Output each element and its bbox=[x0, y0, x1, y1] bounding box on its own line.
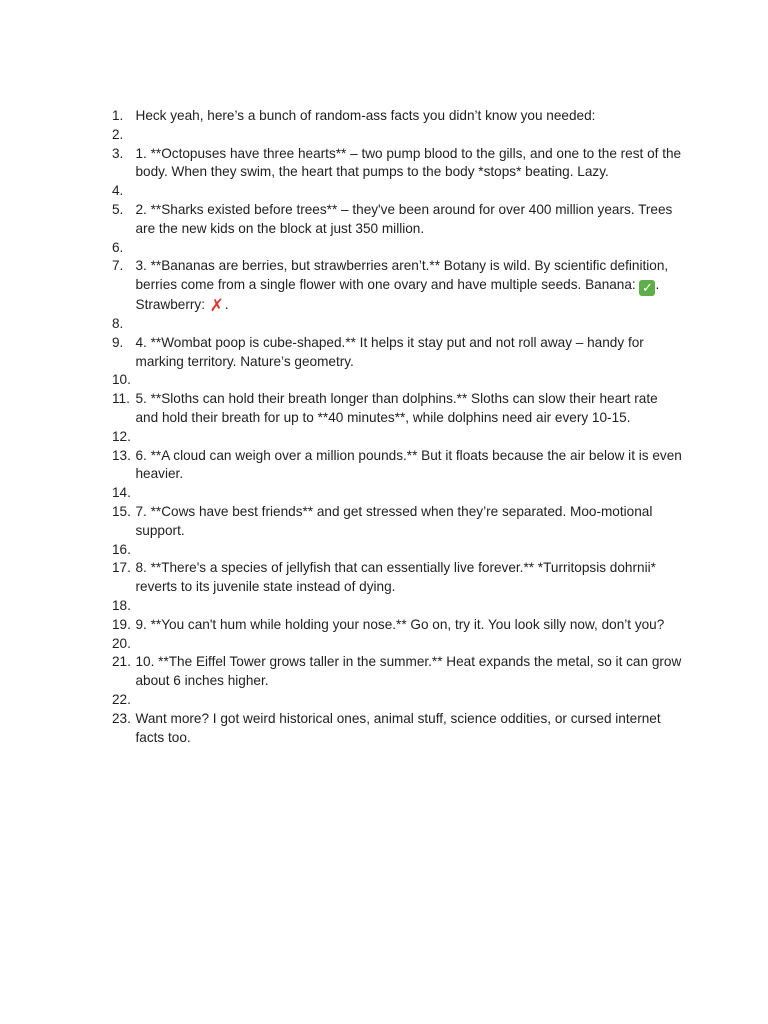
list-text-part: 3. **Bananas are berries, but strawberries aren’t.** Botany is wild. By scientific definition, berries come from a single flower with one ovary and have multiple seeds. Banana: bbox=[135, 258, 669, 293]
list-item bbox=[112, 447, 682, 485]
list-text bbox=[136, 428, 683, 447]
list-number: 15. bbox=[112, 503, 131, 519]
list-item bbox=[112, 484, 682, 503]
list-number: 21. bbox=[112, 654, 131, 670]
list-item bbox=[112, 371, 682, 390]
list-text bbox=[136, 597, 683, 616]
list-number: 9. bbox=[112, 334, 124, 350]
list-text: Want more? I got weird historical ones, animal stuff, science oddities, or cursed internet facts too. bbox=[135, 710, 661, 745]
list-text: 7. **Cows have best friends** and get stressed when they’re separated. Moo-motional support. bbox=[135, 503, 653, 538]
list-text-part: . bbox=[224, 297, 229, 313]
list-item bbox=[112, 616, 682, 635]
list-item bbox=[112, 691, 682, 710]
list-text bbox=[136, 257, 683, 315]
list-number: 4. bbox=[112, 183, 124, 199]
list-number: 11. bbox=[112, 391, 130, 407]
list-item bbox=[112, 503, 682, 541]
list-text bbox=[136, 315, 683, 334]
list-item bbox=[112, 257, 682, 315]
cross-mark-icon: ✗ bbox=[209, 296, 224, 316]
list-text: 10. **The Eiffel Tower grows taller in the summer.** Heat expands the metal, so it can grow about 6 inches higher. bbox=[135, 654, 682, 689]
list-text bbox=[136, 126, 683, 145]
list-item bbox=[112, 107, 682, 126]
list-number: 14. bbox=[112, 485, 131, 501]
list-item bbox=[112, 428, 682, 447]
list-item bbox=[112, 541, 682, 560]
list-item bbox=[112, 653, 682, 691]
numbered-list bbox=[112, 107, 682, 747]
list-text: 8. **There's a species of jellyfish that can essentially live forever.** *Turritopsis dohrnii* reverts to its juvenile state instead of dying. bbox=[135, 560, 656, 595]
list-item bbox=[112, 315, 682, 334]
list-text: 9. **You can't hum while holding your nose.** Go on, try it. You look silly now, don’t you? bbox=[135, 616, 665, 632]
list-number: 5. bbox=[112, 201, 124, 217]
list-text: Heck yeah, here’s a bunch of random-ass facts you didn’t know you needed: bbox=[135, 108, 596, 123]
list-item bbox=[112, 635, 682, 654]
list-number: 13. bbox=[112, 447, 131, 463]
list-item bbox=[112, 559, 682, 597]
list-text bbox=[136, 484, 683, 503]
list-number: 23. bbox=[112, 710, 131, 726]
list-text bbox=[136, 182, 683, 201]
list-item bbox=[112, 145, 682, 183]
list-number: 7. bbox=[112, 258, 124, 274]
list-number: 19. bbox=[112, 616, 131, 632]
list-number: 3. bbox=[112, 145, 124, 161]
list-number: 20. bbox=[112, 635, 131, 651]
list-number: 1. bbox=[112, 108, 124, 123]
list-text: 1. **Octopuses have three hearts** – two pump blood to the gills, and one to the rest of the body. When they swim, the heart that pumps to the body *stops* beating. Lazy. bbox=[135, 145, 682, 180]
list-number: 16. bbox=[112, 541, 131, 557]
list-item bbox=[112, 390, 682, 428]
list-item bbox=[112, 182, 682, 201]
list-text-part: . Strawberry: bbox=[135, 277, 660, 313]
list-text: 4. **Wombat poop is cube-shaped.** It helps it stay put and not roll away – handy for marking territory. Nature’s geometry. bbox=[135, 334, 644, 369]
list-number: 18. bbox=[112, 597, 131, 613]
list-text: 6. **A cloud can weigh over a million pounds.** But it floats because the air below it is even heavier. bbox=[135, 447, 682, 482]
list-text: 2. **Sharks existed before trees** – they've been around for over 400 million years. Trees are the new kids on the block at just 350 million. bbox=[135, 201, 673, 236]
check-mark-icon: ✓ bbox=[639, 280, 655, 296]
list-text bbox=[136, 239, 683, 258]
list-text bbox=[136, 635, 683, 654]
list-number: 8. bbox=[112, 315, 124, 331]
list-number: 2. bbox=[112, 126, 124, 142]
list-item bbox=[112, 126, 682, 145]
list-text bbox=[136, 541, 683, 560]
list-text bbox=[136, 371, 683, 390]
list-item bbox=[112, 710, 682, 748]
list-item bbox=[112, 597, 682, 616]
list-number: 22. bbox=[112, 691, 131, 707]
list-number: 10. bbox=[112, 372, 131, 388]
list-number: 17. bbox=[112, 560, 131, 576]
list-text: 5. **Sloths can hold their breath longer than dolphins.** Sloths can slow their heart rate and hold their breath for up to **40 minutes**, while dolphins need air every 10-15. bbox=[135, 391, 658, 425]
list-number: 6. bbox=[112, 239, 124, 255]
list-item bbox=[112, 201, 682, 239]
list-item bbox=[112, 239, 682, 258]
list-number: 12. bbox=[112, 428, 131, 444]
list-item bbox=[112, 334, 682, 372]
list-text bbox=[136, 691, 683, 710]
